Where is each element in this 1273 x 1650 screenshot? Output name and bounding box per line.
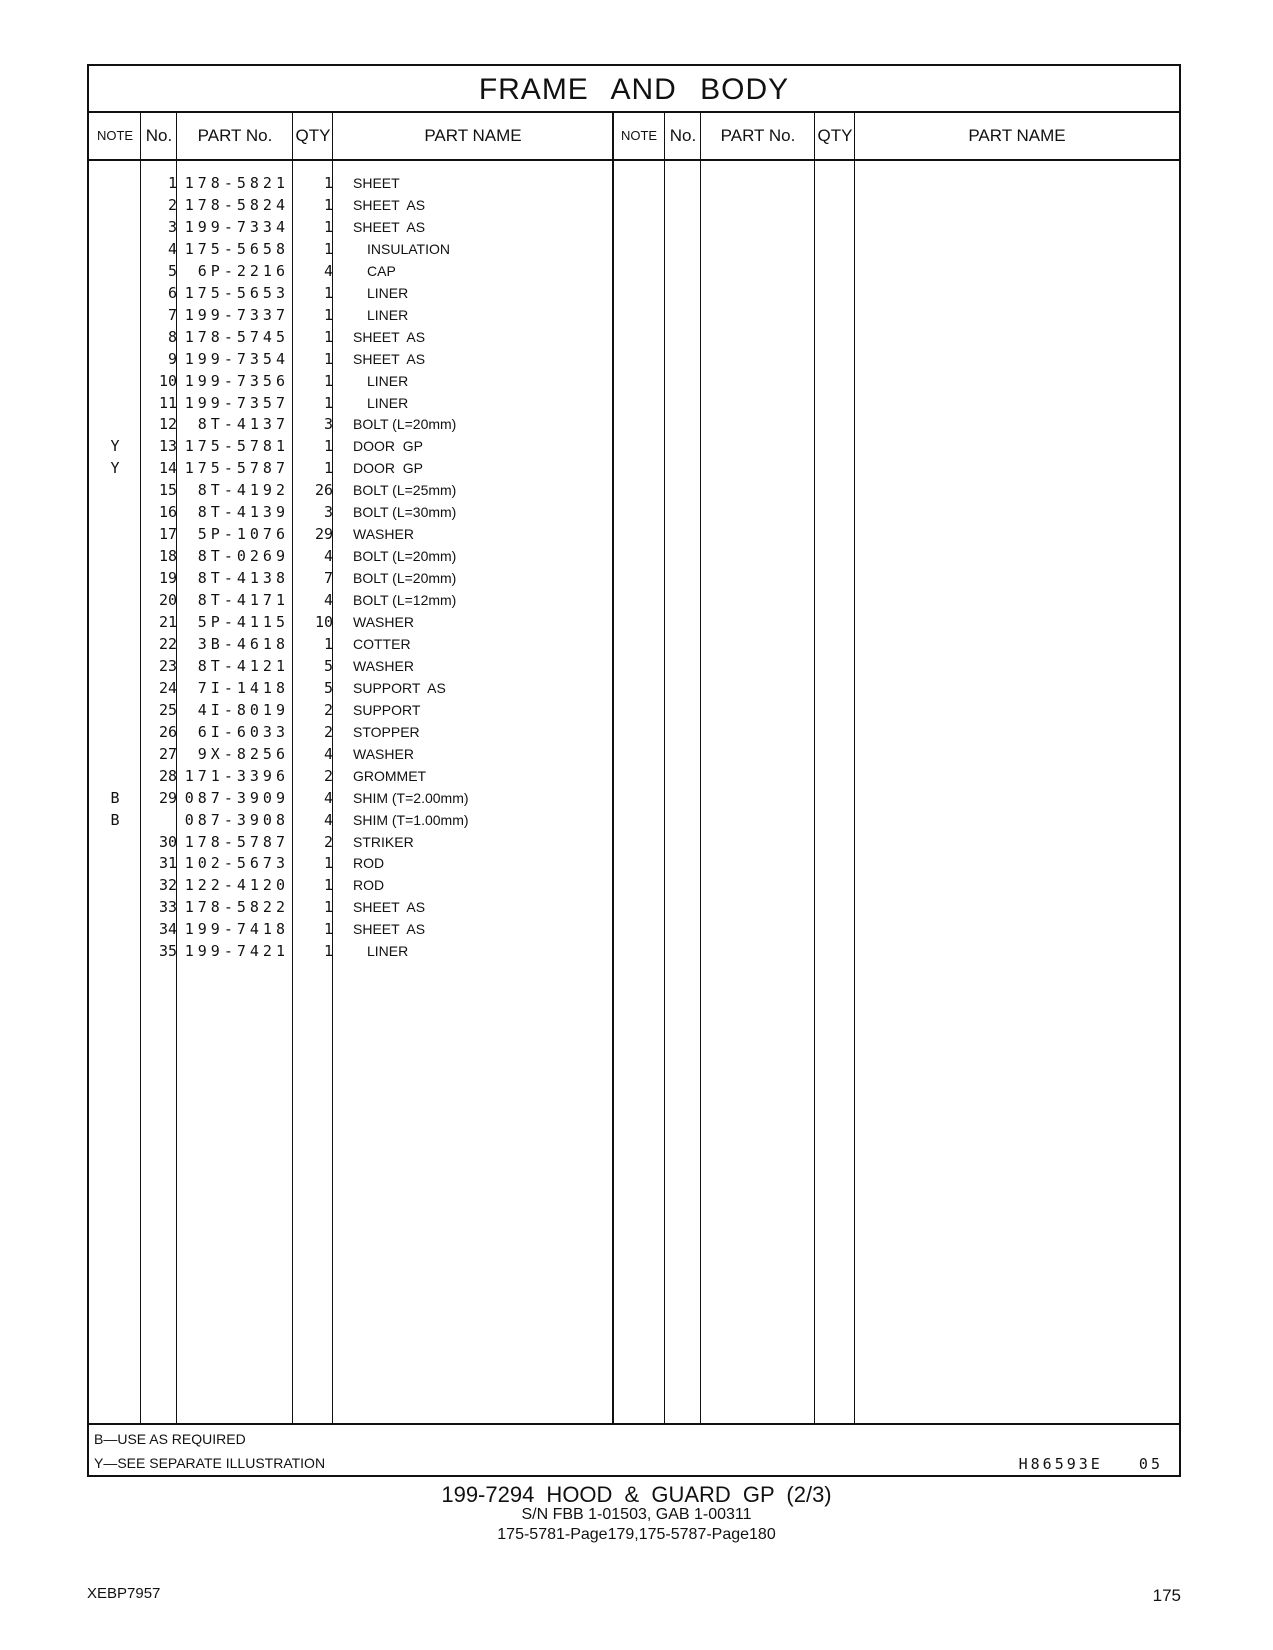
item-number-cell: 26 (158, 722, 177, 741)
quantity-cell: 1 (323, 876, 333, 895)
part-name-cell: WASHER (353, 657, 414, 674)
part-name-cell: SHEET AS (353, 350, 426, 367)
quantity-cell: 4 (323, 591, 333, 610)
item-number-cell: 3 (167, 217, 177, 236)
quantity-cell: 5 (323, 656, 333, 675)
header-part-name: PART NAME (424, 126, 522, 145)
quantity-cell: 4 (323, 744, 333, 763)
note-cell: B (110, 810, 120, 829)
quantity-cell: 10 (314, 613, 333, 631)
quantity-cell: 4 (323, 547, 333, 566)
table-row (89, 765, 1179, 787)
part-name-cell: STRIKER (353, 833, 414, 850)
part-number-cell: 199-7418 (184, 920, 289, 939)
part-name-cell: LINER (367, 372, 409, 389)
item-number-cell: 22 (158, 634, 177, 653)
part-name-cell: STOPPER (353, 723, 420, 740)
item-number-cell: 24 (158, 678, 177, 697)
header-note: NOTE (96, 128, 134, 143)
page-code: XEBP7957 (87, 1585, 161, 1602)
part-number-cell: 5P-4115 (197, 613, 289, 631)
part-name-cell: SUPPORT AS (353, 679, 446, 696)
part-name-cell: WASHER (353, 745, 414, 762)
item-number-cell: 29 (158, 788, 177, 807)
item-number-cell: 15 (158, 481, 177, 500)
part-number-cell: 175-5787 (184, 459, 289, 478)
item-number-cell: 8 (167, 327, 177, 346)
table-row (89, 809, 1179, 831)
table-row (89, 677, 1179, 699)
quantity-cell: 1 (323, 393, 333, 412)
part-name-cell: LINER (367, 394, 409, 411)
part-name-cell: SHEET AS (353, 218, 426, 235)
item-number-cell: 21 (158, 613, 177, 631)
table-header (89, 113, 1179, 161)
part-name-cell: WASHER (353, 614, 414, 630)
table-row (89, 282, 1179, 304)
item-number-cell: 31 (158, 854, 177, 873)
item-number-cell: 17 (158, 525, 177, 544)
part-number-cell: 6P-2216 (197, 261, 289, 280)
item-number-cell: 10 (158, 371, 177, 390)
quantity-cell: 1 (323, 634, 333, 653)
part-number-cell: 175-5653 (184, 283, 289, 302)
part-name-cell: SHEET AS (353, 196, 426, 213)
quantity-cell: 1 (323, 174, 333, 192)
header-part-name-right: PART NAME (968, 126, 1066, 145)
part-number-cell: 175-5781 (184, 437, 289, 456)
part-name-cell: ROD (353, 877, 385, 894)
item-number-cell: 9 (167, 349, 177, 368)
part-number-cell: 102-5673 (184, 854, 289, 873)
part-number-cell: 087-3909 (184, 788, 289, 807)
item-number-cell: 2 (167, 195, 177, 214)
header-note-right: NOTE (620, 128, 658, 143)
table-row (89, 216, 1179, 238)
quantity-cell: 1 (323, 327, 333, 346)
part-name-cell: BOLT (L=25mm) (353, 482, 457, 499)
quantity-cell: 2 (323, 722, 333, 741)
caption-title: 199-7294 HOOD & GUARD GP (2/3) (441, 1482, 832, 1507)
item-number-cell: 13 (158, 437, 177, 456)
item-number-cell: 6 (167, 283, 177, 302)
item-number-cell: 20 (158, 591, 177, 610)
header-qty-right: QTY (817, 126, 853, 145)
table-row (89, 435, 1179, 457)
part-name-cell: WASHER (353, 526, 414, 543)
part-name-cell: SHIM (T=2.00mm) (353, 789, 469, 806)
part-name-cell: LINER (367, 943, 409, 960)
part-name-cell: BOLT (L=20mm) (353, 548, 457, 565)
part-number-cell: 199-7354 (184, 349, 289, 368)
note-cell: Y (110, 459, 120, 478)
quantity-cell: 3 (323, 503, 333, 522)
quantity-cell: 3 (323, 415, 333, 434)
item-number-cell: 7 (167, 305, 177, 324)
table-row (89, 787, 1179, 809)
part-name-cell: BOLT (L=30mm) (353, 504, 457, 521)
quantity-cell: 1 (323, 217, 333, 236)
quantity-cell: 2 (323, 700, 333, 719)
header-part-no: PART No. (197, 126, 273, 145)
item-number-cell: 16 (158, 503, 177, 522)
part-name-cell: ROD (353, 855, 385, 872)
part-number-cell: 8T-0269 (197, 547, 289, 566)
item-number-cell: 12 (158, 415, 177, 434)
part-number-cell: 178-5822 (184, 898, 289, 917)
quantity-cell: 1 (323, 283, 333, 302)
part-number-cell: 8T-4137 (197, 415, 289, 434)
part-number-cell: 199-7357 (184, 393, 289, 412)
quantity-cell: 26 (314, 481, 333, 500)
table-row (89, 479, 1179, 501)
quantity-cell: 1 (323, 437, 333, 456)
legend-b: B—USE AS REQUIRED (94, 1431, 246, 1447)
table-row (89, 304, 1179, 326)
table-row (89, 940, 1179, 962)
table-row (89, 260, 1179, 282)
item-number-cell: 35 (158, 942, 177, 961)
part-number-cell: 8T-4121 (197, 656, 289, 675)
part-number-cell: 8T-4192 (197, 481, 289, 500)
part-number-cell: 087-3908 (184, 810, 289, 829)
item-number-cell: 33 (158, 898, 177, 917)
item-number-cell: 27 (158, 744, 177, 763)
part-number-cell: 8T-4171 (197, 591, 289, 610)
quantity-cell: 1 (323, 459, 333, 478)
table-row (89, 874, 1179, 896)
table-row (89, 852, 1179, 874)
part-number-cell: 178-5745 (184, 327, 289, 346)
item-number-cell: 28 (158, 766, 177, 785)
part-number-cell: 199-7356 (184, 371, 289, 390)
item-number-cell: 1 (167, 174, 177, 192)
part-number-cell: 4I-8019 (197, 700, 289, 719)
quantity-cell: 29 (314, 525, 333, 544)
item-number-cell: 4 (167, 239, 177, 258)
table-row (89, 611, 1179, 633)
quantity-cell: 1 (323, 942, 333, 961)
table-row (89, 918, 1179, 940)
table-row (89, 457, 1179, 479)
quantity-cell: 4 (323, 788, 333, 807)
parts-table-frame (87, 64, 1181, 1477)
table-row (89, 589, 1179, 611)
header-no-right: No. (669, 126, 697, 145)
table-row (89, 326, 1179, 348)
table-row (89, 567, 1179, 589)
table-row (89, 392, 1179, 414)
part-number-cell: 9X-8256 (197, 744, 289, 763)
document-id: H86593E 05 (1018, 1455, 1163, 1473)
quantity-cell: 7 (323, 569, 333, 588)
table-row (89, 633, 1179, 655)
part-name-cell: BOLT (L=20mm) (353, 416, 457, 433)
part-name-cell: COTTER (353, 635, 411, 652)
part-name-cell: SUPPORT (353, 701, 421, 718)
item-number-cell: 19 (158, 569, 177, 588)
item-number-cell: 14 (158, 459, 177, 478)
table-row (89, 370, 1179, 392)
item-number-cell: 25 (158, 700, 177, 719)
table-row (89, 238, 1179, 260)
header-part-no-right: PART No. (720, 126, 796, 145)
part-name-cell: SHEET (353, 175, 400, 191)
part-number-cell: 171-3396 (184, 766, 289, 785)
part-name-cell: LINER (367, 284, 409, 301)
part-number-cell: 199-7334 (184, 217, 289, 236)
part-number-cell: 8T-4139 (197, 503, 289, 522)
quantity-cell: 1 (323, 920, 333, 939)
quantity-cell: 1 (323, 239, 333, 258)
caption-serial: S/N FBB 1-01503, GAB 1-00311 (521, 1506, 752, 1523)
part-name-cell: SHIM (T=1.00mm) (353, 811, 469, 828)
table-row (89, 348, 1179, 370)
part-number-cell: 178-5824 (184, 195, 289, 214)
table-row (89, 172, 1179, 194)
part-number-cell: 8T-4138 (197, 569, 289, 588)
legend-y: Y—SEE SEPARATE ILLUSTRATION (94, 1455, 326, 1471)
part-number-cell: 199-7337 (184, 305, 289, 324)
part-number-cell: 175-5658 (184, 239, 289, 258)
page-number: 175 (1152, 1586, 1181, 1605)
part-name-cell: DOOR GP (353, 460, 424, 477)
part-name-cell: BOLT (L=20mm) (353, 570, 457, 587)
table-row (89, 896, 1179, 918)
table-row (89, 194, 1179, 216)
part-number-cell: 122-4120 (184, 876, 289, 895)
section-title: FRAME AND BODY (89, 66, 1179, 113)
quantity-cell: 1 (323, 898, 333, 917)
note-cell: B (110, 788, 120, 807)
table-row (89, 721, 1179, 743)
table-row (89, 831, 1179, 853)
part-name-cell: LINER (367, 306, 409, 323)
item-number-cell: 34 (158, 920, 177, 939)
part-number-cell: 3B-4618 (197, 634, 289, 653)
item-number-cell: 5 (167, 261, 177, 280)
quantity-cell: 1 (323, 349, 333, 368)
quantity-cell: 2 (323, 832, 333, 851)
table-row (89, 743, 1179, 765)
part-number-cell: 7I-1418 (197, 678, 289, 697)
item-number-cell: 23 (158, 656, 177, 675)
part-name-cell: SHEET AS (353, 921, 426, 938)
table-row (89, 545, 1179, 567)
part-name-cell: DOOR GP (353, 438, 424, 455)
table-row (89, 655, 1179, 677)
item-number-cell: 11 (158, 393, 177, 412)
part-number-cell: 6I-6033 (197, 722, 289, 741)
table-row (89, 699, 1179, 721)
table-row (89, 413, 1179, 435)
header-qty: QTY (295, 126, 331, 145)
quantity-cell: 4 (323, 261, 333, 280)
item-number-cell: 18 (158, 547, 177, 566)
item-number-cell: 32 (158, 876, 177, 895)
item-number-cell: 30 (158, 832, 177, 851)
caption-reference: 175-5781-Page179,175-5787-Page180 (497, 1526, 776, 1543)
part-number-cell: 178-5821 (184, 174, 289, 192)
quantity-cell: 2 (323, 766, 333, 785)
note-cell: Y (110, 437, 120, 456)
table-row (89, 523, 1179, 545)
quantity-cell: 4 (323, 810, 333, 829)
quantity-cell: 1 (323, 371, 333, 390)
part-name-cell: GROMMET (353, 767, 427, 784)
table-row (89, 501, 1179, 523)
part-name-cell: SHEET AS (353, 328, 426, 345)
part-number-cell: 5P-1076 (197, 525, 289, 544)
quantity-cell: 1 (323, 305, 333, 324)
part-name-cell: BOLT (L=12mm) (353, 592, 457, 609)
part-name-cell: CAP (367, 262, 396, 279)
part-number-cell: 199-7421 (184, 942, 289, 961)
header-no: No. (145, 126, 173, 145)
quantity-cell: 5 (323, 678, 333, 697)
quantity-cell: 1 (323, 195, 333, 214)
table-footer (89, 1423, 1179, 1479)
quantity-cell: 1 (323, 854, 333, 873)
part-name-cell: SHEET AS (353, 899, 426, 916)
part-name-cell: INSULATION (367, 240, 450, 257)
part-number-cell: 178-5787 (184, 832, 289, 851)
